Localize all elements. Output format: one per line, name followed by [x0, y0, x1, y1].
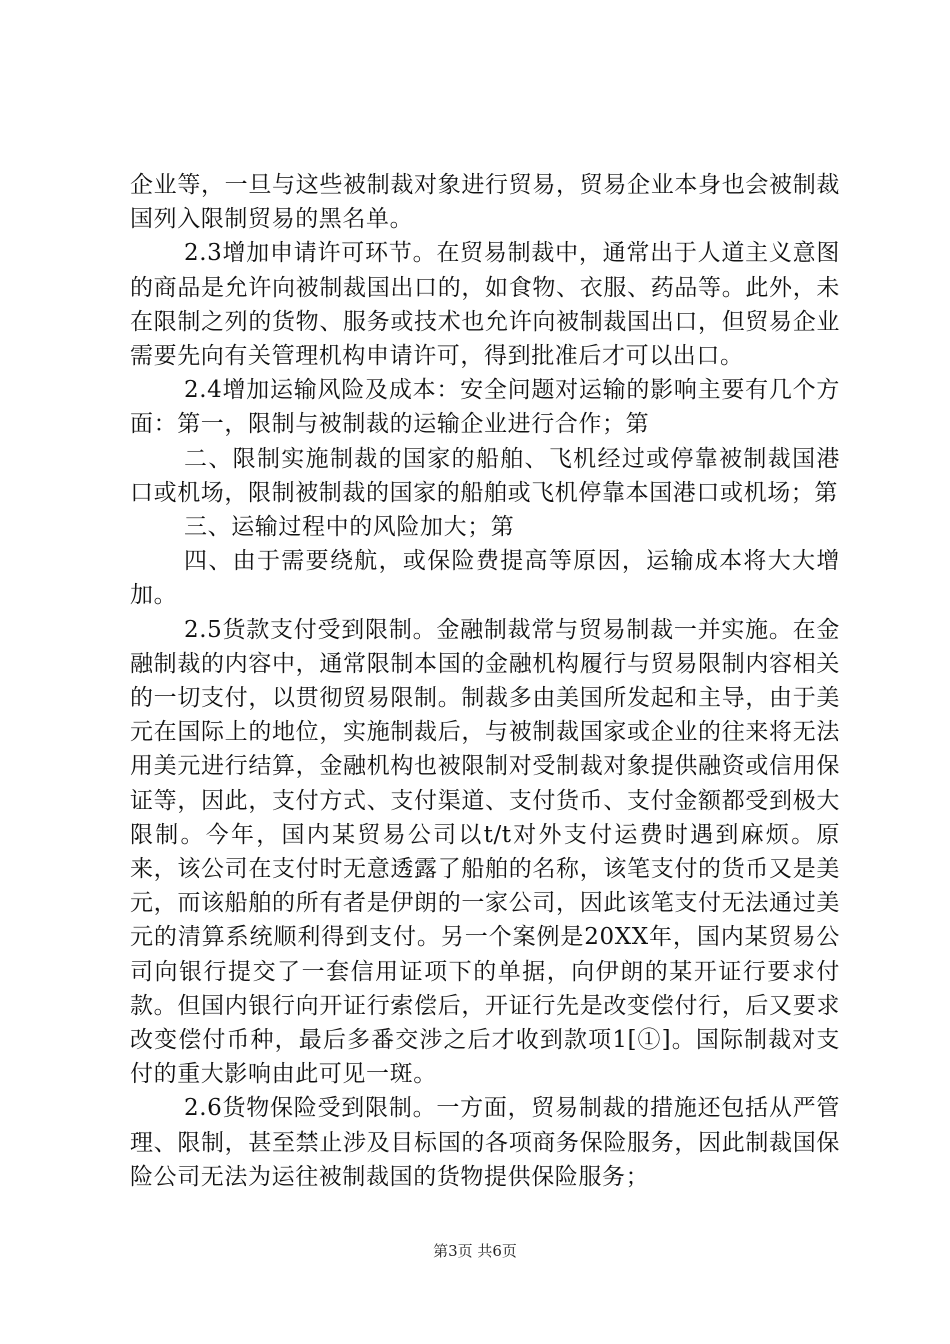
paragraph-8: 2.6货物保险受到限制。一方面，贸易制裁的措施还包括从严管理、限制，甚至禁止涉及目标国的各项商务保险服务，因此制裁国保险公司无法为运往被制裁国的货物提供保险服务； [130, 1095, 840, 1190]
page-footer [0, 1240, 950, 1261]
paragraph-7: 2.5货款支付受到限制。金融制裁常与贸易制裁一并实施。在金融制裁的内容中，通常限制本国的金融机构履行与贸易限制内容相关的一切支付，以贯彻贸易限制。制裁多由美国所发起和主导，由于美元在国际上的地位，实施制裁后，与被制裁国家或企业的往来将无法用美元进行结算，金融机构也被限制对受制裁对象提供融资或信用保证等，因此，支付方式、支付渠道、支付货币、支付金额都受到极大限制。今年，国内某贸易公司以t/t对外支付运费时遇到麻烦。原来，该公司在支付时无意透露了船舶的名称，该笔支付的货币又是美元，而该船舶的所有者是伊朗的一家公司，因此该笔支付无法通过美元的清算系统顺利得到支付。另一个案例是20XX年，国内某贸易公司向银行提交了一套信用证项下的单据，向伊朗的某开证行要求付款。但国内银行向开证行索偿后，开证行先是改变偿付行，后又要求改变偿付币种，最后多番交涉之后才收到款项1[①]。国际制裁对支付的重大影响由此可见一斑。 [130, 616, 840, 1088]
paragraph-5: 三、运输过程中的风险加大；第 [184, 514, 515, 541]
page-number-label: 第3页 共6页 [433, 1242, 517, 1260]
paragraph-4: 二、限制实施制裁的国家的船舶、飞机经过或停靠被制裁国港口或机场，限制被制裁的国家的船舶或飞机停靠本国港口或机场；第 [130, 445, 840, 506]
paragraph-3: 2.4增加运输风险及成本：安全问题对运输的影响主要有几个方面：第一，限制与被制裁的运输企业进行合作；第 [130, 377, 840, 438]
paragraph-6: 四、由于需要绕航，或保险费提高等原因，运输成本将大大增加。 [130, 548, 840, 609]
document-body [130, 168, 840, 1194]
paragraph-2: 2.3增加申请许可环节。在贸易制裁中，通常出于人道主义意图的商品是允许向被制裁国出口的，如食物、衣服、药品等。此外，未在限制之列的货物、服务或技术也允许向被制裁国出口，但贸易企业需要先向有关管理机构申请许可，得到批准后才可以出口。 [130, 240, 840, 370]
paragraph-1: 企业等，一旦与这些被制裁对象进行贸易，贸易企业本身也会被制裁国列入限制贸易的黑名单。 [130, 172, 840, 233]
